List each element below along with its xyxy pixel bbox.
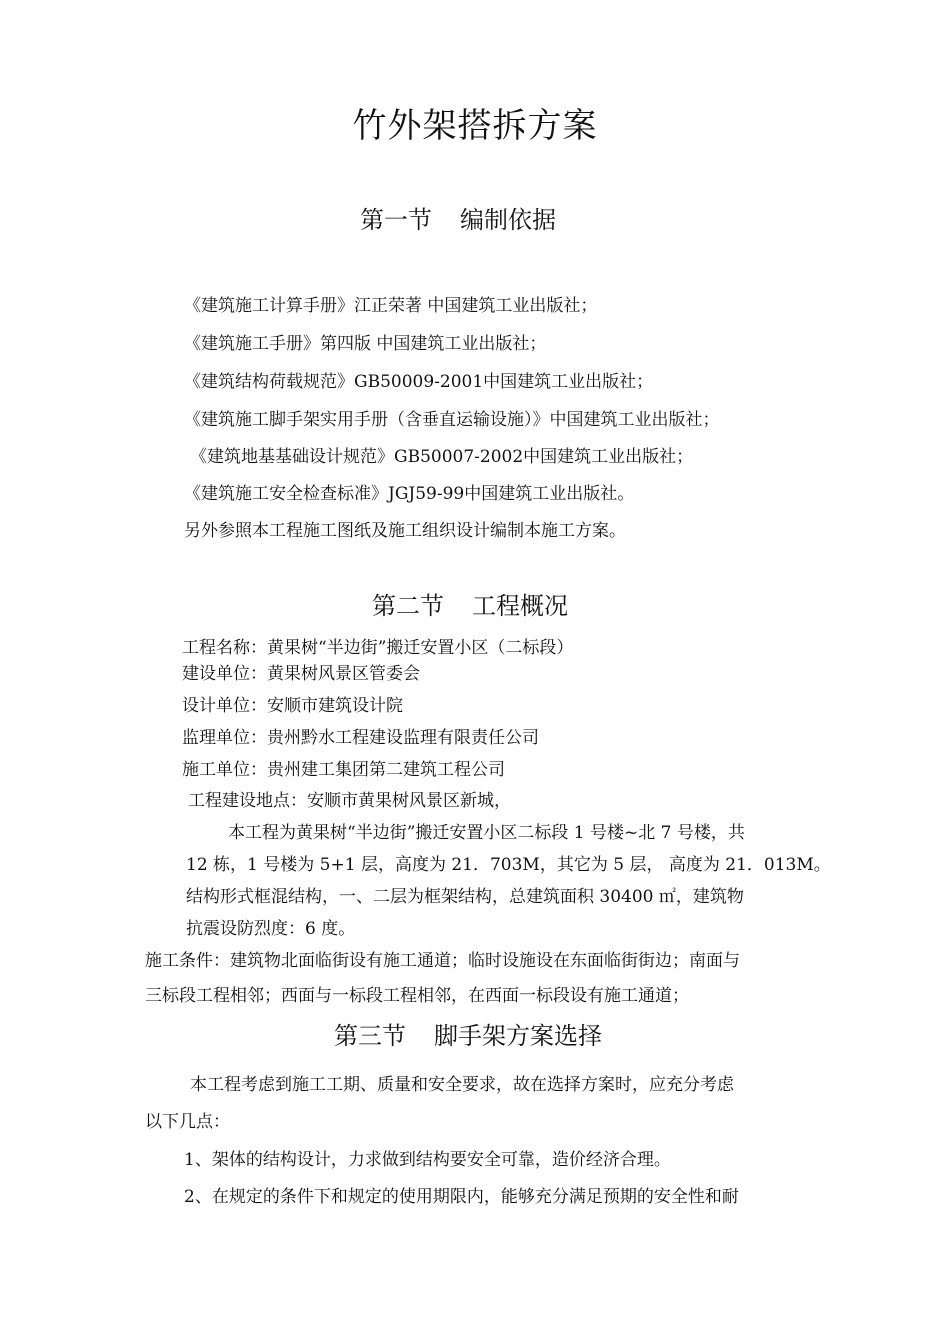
contractor-unit: 施工单位：贵州建工集团第二建筑工程公司 — [182, 760, 505, 780]
site-conditions-line: 施工条件：建筑物北面临街设有施工通道；临时设施设在东面临街街边；南面与 — [145, 951, 740, 971]
site-conditions-line: 三标段工程相邻；西面与一标段工程相邻，在西面一标段设有施工通道； — [145, 986, 689, 1006]
overview-paragraph-line: 本工程为黄果树“半边街”搬迁安置小区二标段 1 号楼~北 7 号楼，共 — [228, 823, 745, 843]
scheme-paragraph-line: 以下几点： — [145, 1112, 230, 1132]
reference-item: 《建筑结构荷载规范》GB50009-2001中国建筑工业出版社； — [184, 372, 654, 392]
scheme-point-1: 1、架体的结构设计，力求做到结构要安全可靠，造价经济合理。 — [184, 1150, 671, 1170]
section-1-number: 第一节 — [360, 206, 432, 234]
reference-item: 《建筑施工脚手架实用手册（含垂直运输设施）》中国建筑工业出版社； — [184, 410, 720, 430]
reference-item: 《建筑施工手册》第四版 中国建筑工业出版社； — [184, 334, 547, 354]
project-location: 工程建设地点：安顺市黄果树风景区新城， — [188, 791, 511, 811]
reference-item: 《建筑地基基础设计规范》GB50007-2002中国建筑工业出版社； — [190, 447, 694, 467]
overview-paragraph-line: 抗震设防烈度：6 度。 — [186, 919, 356, 939]
section-3-heading — [334, 1021, 602, 1051]
section-1-title: 编制依据 — [460, 206, 556, 234]
reference-item: 《建筑施工安全检查标准》JGJ59-99中国建筑工业出版社。 — [184, 484, 635, 504]
supervision-unit: 监理单位：贵州黔水工程建设监理有限责任公司 — [182, 728, 539, 748]
project-name: 工程名称：黄果树“半边街”搬迁安置小区（二标段） — [182, 638, 574, 658]
section-1-heading — [360, 205, 556, 235]
section-2-number: 第二节 — [372, 592, 444, 620]
reference-note: 另外参照本工程施工图纸及施工组织设计编制本施工方案。 — [184, 521, 626, 541]
section-3-number: 第三节 — [334, 1022, 406, 1050]
overview-paragraph-line: 12 栋，1 号楼为 5+1 层，高度为 21．703M，其它为 5 层， 高度为 21．013M。 — [186, 855, 831, 875]
scheme-paragraph-line: 本工程考虑到施工工期、质量和安全要求，故在选择方案时，应充分考虑 — [190, 1075, 734, 1095]
design-unit: 设计单位：安顺市建筑设计院 — [182, 696, 403, 716]
construction-unit: 建设单位：黄果树风景区管委会 — [182, 664, 420, 684]
section-3-title: 脚手架方案选择 — [434, 1022, 602, 1050]
reference-item: 《建筑施工计算手册》江正荣著 中国建筑工业出版社； — [184, 296, 598, 316]
section-2-heading — [372, 591, 568, 621]
document-title: 竹外架搭拆方案 — [352, 106, 598, 146]
overview-paragraph-line: 结构形式框混结构，一、二层为框架结构，总建筑面积 30400 ㎡，建筑物 — [186, 887, 744, 907]
section-2-title: 工程概况 — [472, 592, 568, 620]
scheme-point-2: 2、在规定的条件下和规定的使用期限内，能够充分满足预期的安全性和耐 — [184, 1187, 739, 1207]
